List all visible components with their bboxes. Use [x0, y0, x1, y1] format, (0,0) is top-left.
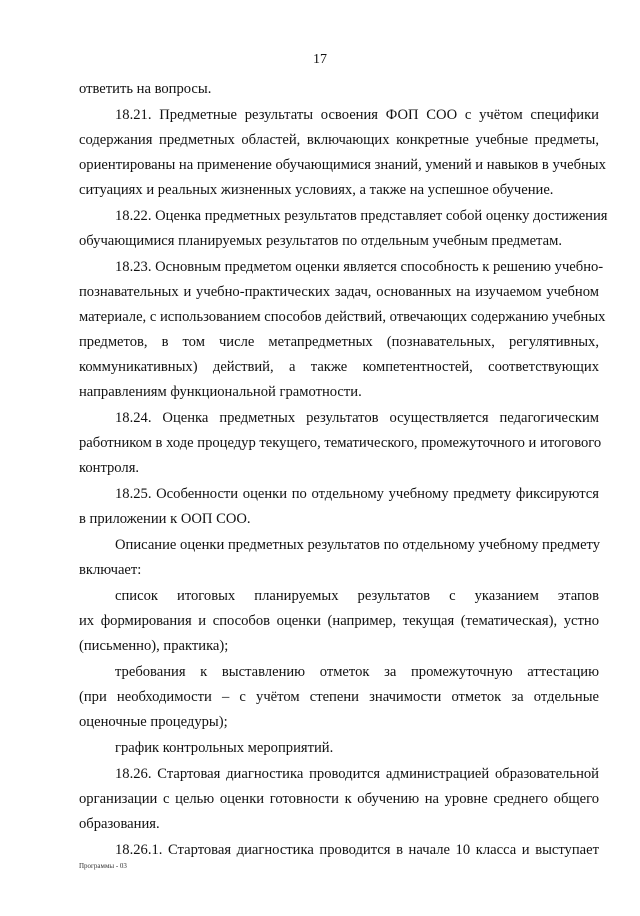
list-item-1-line: список итоговых планируемых результатов с указанием этапов — [115, 588, 599, 604]
paragraph-18-26-1-line: 18.26.1. Стартовая диагностика проводится в начале 10 класса и выступает — [115, 842, 599, 858]
text-line: (при необходимости – с учётом степени значимости отметок за отдельные — [79, 689, 599, 705]
text-line: предметов, в том числе метапредметных (познавательных, регулятивных, — [79, 334, 599, 350]
text-line: их формирования и способов оценки (например, текущая (тематическая), устно — [79, 613, 599, 629]
list-item-3-line: график контрольных мероприятий. — [115, 740, 334, 756]
text-line: оценочные процедуры); — [79, 714, 228, 730]
paragraph-18-26-line: 18.26. Стартовая диагностика проводится администрацией образовательной — [115, 766, 599, 782]
paragraph-18-21-line: 18.21. Предметные результаты освоения ФОП СОО с учётом специфики — [115, 107, 599, 123]
text-line: в приложении к ООП СОО. — [79, 511, 251, 527]
text-line: включает: — [79, 562, 142, 578]
text-line: образования. — [79, 816, 160, 832]
page-number: 17 — [313, 52, 327, 67]
text-line: ориентированы на применение обучающимися знаний, умений и навыков в учебных — [79, 157, 606, 173]
text-line: коммуникативных) действий, а также компетентностей, соответствующих — [79, 359, 599, 375]
text-line: (письменно), практика); — [79, 638, 229, 654]
text-line: организации с целью оценки готовности к обучению на уровне среднего общего — [79, 791, 599, 807]
text-line: работником в ходе процедур текущего, тематического, промежуточного и итогового — [79, 435, 602, 451]
text-line: ситуациях и реальных жизненных условиях, а также на успешное обучение. — [79, 182, 554, 198]
text-line: обучающимися планируемых результатов по отдельным учебным предметам. — [79, 233, 562, 249]
text-line: познавательных и учебно-практических задач, основанных на изучаемом учебном — [79, 284, 599, 300]
paragraph-18-25-line: 18.25. Особенности оценки по отдельному учебному предмету фиксируются — [115, 486, 599, 502]
text-line: материале, с использованием способов действий, отвечающих содержанию учебных — [79, 309, 606, 325]
text-line: ответить на вопросы. — [79, 81, 212, 97]
paragraph-18-22-line: 18.22. Оценка предметных результатов представляет собой оценку достижения — [115, 208, 608, 224]
paragraph-18-23-line: 18.23. Основным предметом оценки является способность к решению учебно- — [115, 259, 604, 275]
text-line: контроля. — [79, 460, 140, 476]
list-item-2-line: требования к выставлению отметок за промежуточную аттестацию — [115, 664, 599, 680]
text-line: содержания предметных областей, включающих конкретные учебные предметы, — [79, 132, 599, 148]
paragraph-18-24-line: 18.24. Оценка предметных результатов осуществляется педагогическим — [115, 410, 599, 426]
paragraph-description-line: Описание оценки предметных результатов по отдельному учебному предмету — [115, 537, 601, 553]
text-line: направлениям функциональной грамотности. — [79, 384, 362, 400]
footer-note: Программы - 03 — [79, 862, 127, 870]
